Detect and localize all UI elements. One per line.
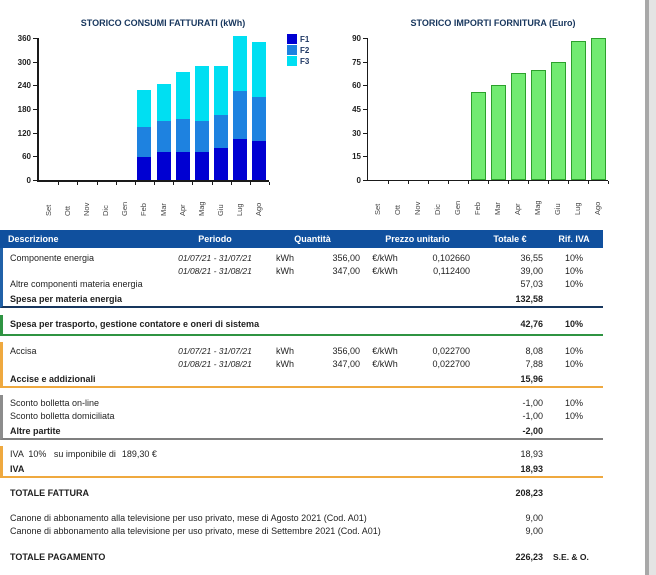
- x-tick-label: Nov: [413, 201, 422, 215]
- table-row: [3, 448, 603, 461]
- y-tick-label: 60: [352, 81, 361, 91]
- table-row: [3, 548, 603, 567]
- section-trasporto: [0, 315, 603, 336]
- cell-unita-misura: kWh: [276, 359, 294, 369]
- y-tick-label: 240: [17, 81, 31, 91]
- bar-segment-f2: [214, 115, 228, 148]
- x-tick-label: Nov: [81, 202, 91, 216]
- cell-descrizione: Canone di abbonamento alla televisione per uso privato, mese di Settembre 2021 (Cod. A01): [10, 526, 381, 536]
- chart-consumi-fatturati: [2, 8, 324, 224]
- x-tick-label: Set: [43, 204, 53, 216]
- x-tick-mark: [488, 181, 489, 184]
- section-altre-partite: [0, 395, 603, 440]
- cell-descrizione: Spesa per trasporto, gestione contatore e oneri di sistema: [10, 319, 260, 329]
- bar: [591, 38, 606, 180]
- y-tick-mark: [33, 38, 37, 39]
- y-tick-mark: [33, 156, 37, 157]
- cell-totale: 9,00: [525, 526, 543, 536]
- x-tick-label: Feb: [473, 202, 482, 215]
- legend-swatch-f2: [287, 45, 297, 55]
- x-tick-label: Giu: [216, 204, 226, 216]
- y-tick-label: 300: [17, 57, 31, 67]
- x-tick-label: Mag: [196, 201, 206, 216]
- bar-segment-f2: [137, 127, 151, 157]
- header-rif-iva: Rif. IVA: [558, 234, 590, 244]
- x-tick-label: Lug: [235, 203, 245, 216]
- bar: [471, 92, 486, 180]
- x-tick-mark: [192, 182, 193, 185]
- table-row: [3, 484, 603, 503]
- table-row: [3, 358, 603, 371]
- x-tick-mark: [97, 182, 98, 185]
- chart-legend: [287, 34, 309, 67]
- cell-totale: 42,76: [520, 319, 543, 329]
- bar: [531, 70, 546, 180]
- legend-label: F2: [300, 45, 310, 55]
- section-iva: [0, 446, 603, 478]
- chart-title-importi: STORICO IMPORTI FORNITURA (Euro): [410, 18, 576, 28]
- y-tick-mark: [33, 109, 37, 110]
- cell-totale: 226,23: [515, 552, 543, 562]
- cell-totale: -1,00: [522, 411, 543, 421]
- x-tick-mark: [212, 182, 213, 185]
- bill-table: [0, 230, 603, 567]
- y-tick-label: 0: [356, 176, 361, 185]
- bar: [511, 73, 526, 180]
- header-totale: Totale €: [493, 234, 527, 244]
- cell-descrizione: IVA: [10, 464, 25, 474]
- table-row: [3, 425, 603, 438]
- cell-prezzo-unitario: 0,022700: [432, 346, 470, 356]
- x-tick-label: Ago: [254, 202, 264, 216]
- x-tick-label: Ott: [62, 205, 72, 216]
- table-row: [3, 397, 603, 410]
- x-tick-label: Apr: [513, 203, 522, 215]
- legend-item: [287, 45, 309, 55]
- y-tick-mark: [363, 156, 367, 157]
- x-tick-label: Ago: [593, 201, 602, 215]
- header-prezzo-unitario: Prezzo unitario: [385, 234, 450, 244]
- bar-segment-f1: [214, 148, 228, 180]
- cell-descrizione: Altre partite: [10, 426, 61, 436]
- bar-segment-f2: [252, 97, 266, 141]
- cell-periodo: 01/07/21 - 31/07/21: [178, 346, 252, 356]
- cell-quantita: 356,00: [332, 253, 360, 263]
- section-accise: [0, 342, 603, 388]
- bar-segment-f3: [233, 36, 247, 91]
- legend-item: [287, 34, 309, 44]
- x-tick-mark: [250, 182, 251, 185]
- table-header-row: [0, 230, 603, 248]
- cell-descrizione: Altre componenti materia energia: [10, 279, 143, 289]
- x-tick-label: Set: [373, 203, 382, 215]
- table-row: [3, 373, 603, 386]
- bar: [551, 62, 566, 180]
- cell-totale: 9,00: [525, 513, 543, 523]
- cell-rif-iva: 10%: [564, 319, 583, 329]
- table-row: [3, 315, 603, 334]
- bar-segment-f3: [137, 90, 151, 127]
- y-tick-label: 0: [26, 176, 31, 185]
- bar-segment-f1: [157, 152, 171, 180]
- header-descrizione: Descrizione: [8, 234, 59, 244]
- y-tick-label: 60: [22, 152, 31, 162]
- y-tick-label: 120: [17, 128, 31, 138]
- cell-note: S.E. & O.: [553, 552, 589, 562]
- table-row: [3, 525, 603, 538]
- cell-descrizione: Accisa: [10, 346, 37, 356]
- table-body: [0, 248, 603, 567]
- cell-totale: 7,88: [525, 359, 543, 369]
- cell-totale: -2,00: [522, 426, 543, 436]
- cell-totale: 18,93: [520, 464, 543, 474]
- cell-prezzo-unitario: 0,022700: [432, 359, 470, 369]
- y-tick-label: 180: [17, 105, 31, 114]
- x-tick-mark: [428, 181, 429, 184]
- y-tick-mark: [363, 85, 367, 86]
- cell-totale: 36,55: [520, 253, 543, 263]
- x-tick-mark: [468, 181, 469, 184]
- x-tick-mark: [116, 182, 117, 185]
- x-tick-label: Ott: [393, 204, 402, 215]
- table-row: [3, 463, 603, 476]
- bar-segment-f1: [195, 152, 209, 180]
- x-tick-label: Mar: [493, 202, 502, 215]
- x-tick-label: Gen: [453, 200, 462, 215]
- legend-label: F1: [300, 34, 310, 44]
- x-tick-label: Apr: [177, 204, 187, 216]
- cell-unita-prezzo: €/kWh: [372, 359, 398, 369]
- y-tick-mark: [363, 62, 367, 63]
- bar: [571, 41, 586, 180]
- y-tick-label: 90: [352, 34, 361, 43]
- bar-segment-f1: [252, 141, 266, 180]
- cell-totale: 57,03: [520, 279, 543, 289]
- cell-quantita: 347,00: [332, 266, 360, 276]
- cell-descrizione: Componente energia: [10, 253, 95, 263]
- window-edge-fill: [649, 0, 656, 575]
- cell-rif-iva: 10%: [564, 253, 583, 263]
- x-tick-mark: [448, 181, 449, 184]
- cell-periodo: 01/08/21 - 31/08/21: [178, 266, 252, 276]
- x-tick-mark: [568, 181, 569, 184]
- y-tick-label: 45: [352, 105, 361, 114]
- x-tick-mark: [548, 181, 549, 184]
- cell-prezzo-unitario: 0,112400: [433, 266, 470, 276]
- cell-descrizione: Sconto bolletta on-line: [10, 398, 100, 408]
- x-tick-mark: [58, 182, 59, 185]
- cell-descrizione: Spesa per materia energia: [10, 294, 123, 304]
- y-tick-mark: [33, 180, 37, 181]
- bar-segment-f3: [195, 66, 209, 120]
- x-tick-mark: [608, 181, 609, 184]
- cell-descrizione: IVA 10% su imponibile di 189,30 €: [10, 449, 157, 459]
- cell-totale: 15,96: [520, 374, 543, 384]
- cell-quantita: 356,00: [332, 346, 360, 356]
- table-row: [3, 512, 603, 525]
- chart-title-consumi: STORICO CONSUMI FATTURATI (kWh): [80, 18, 246, 28]
- section-canone-tv: [0, 512, 603, 538]
- cell-unita-misura: kWh: [276, 266, 294, 276]
- y-tick-mark: [363, 180, 367, 181]
- bar-segment-f3: [252, 42, 266, 97]
- cell-rif-iva: 10%: [564, 346, 583, 356]
- cell-unita-prezzo: €/kWh: [372, 266, 398, 276]
- cell-descrizione: Canone di abbonamento alla televisione per uso privato, mese di Agosto 2021 (Cod. A01): [10, 513, 367, 523]
- legend-item: [287, 56, 309, 66]
- y-tick-mark: [33, 85, 37, 86]
- y-tick-label: 30: [352, 128, 361, 138]
- cell-imponibile: 189,30 €: [121, 449, 157, 459]
- bar: [491, 85, 506, 180]
- x-tick-label: Dic: [101, 205, 111, 216]
- section-materia-energia: [0, 248, 603, 308]
- x-tick-mark: [508, 181, 509, 184]
- x-tick-label: Dic: [433, 204, 442, 215]
- x-tick-label: Gen: [120, 201, 130, 216]
- x-tick-label: Mar: [158, 203, 168, 216]
- x-tick-label: Giu: [553, 203, 562, 215]
- legend-swatch-f3: [287, 56, 297, 66]
- section-totale-pagamento: [0, 548, 603, 567]
- cell-unita-misura: kWh: [276, 253, 294, 263]
- table-row: [3, 265, 603, 278]
- bar-segment-f3: [176, 72, 190, 120]
- table-row: [3, 252, 603, 265]
- cell-rif-iva: 10%: [564, 359, 583, 369]
- cell-totale: 8,08: [525, 346, 543, 356]
- y-tick-label: 15: [352, 152, 361, 162]
- y-tick-label: 75: [352, 57, 361, 67]
- cell-totale: 39,00: [520, 266, 543, 276]
- cell-totale: -1,00: [522, 398, 543, 408]
- x-tick-label: Lug: [573, 202, 582, 215]
- cell-unita-prezzo: €/kWh: [372, 346, 398, 356]
- table-row: [3, 278, 603, 291]
- cell-descrizione: Sconto bolletta domiciliata: [10, 411, 115, 421]
- y-tick-mark: [33, 62, 37, 63]
- y-tick-mark: [363, 109, 367, 110]
- cell-descrizione: TOTALE PAGAMENTO: [10, 552, 106, 562]
- cell-rif-iva: 10%: [564, 266, 583, 276]
- bar-segment-f2: [233, 91, 247, 138]
- bar-segment-f2: [157, 121, 171, 152]
- x-tick-mark: [173, 182, 174, 185]
- y-tick-mark: [363, 38, 367, 39]
- cell-rif-iva: 10%: [564, 411, 583, 421]
- bar-segment-f1: [233, 139, 247, 180]
- x-tick-mark: [528, 181, 529, 184]
- cell-unita-misura: kWh: [276, 346, 294, 356]
- cell-totale: 18,93: [520, 449, 543, 459]
- x-tick-mark: [388, 181, 389, 184]
- x-tick-mark: [588, 181, 589, 184]
- legend-label: F3: [300, 56, 310, 66]
- cell-rif-iva: 10%: [564, 398, 583, 408]
- cell-unita-prezzo: €/kWh: [372, 253, 398, 263]
- x-tick-mark: [154, 182, 155, 185]
- bar-segment-f3: [157, 84, 171, 121]
- cell-totale: 132,58: [515, 294, 543, 304]
- cell-descrizione: TOTALE FATTURA: [10, 488, 89, 498]
- cell-totale: 208,23: [515, 488, 543, 498]
- bar-segment-f2: [176, 119, 190, 151]
- x-tick-label: Feb: [139, 203, 149, 216]
- bar-segment-f2: [195, 121, 209, 152]
- cell-quantita: 347,00: [332, 359, 360, 369]
- cell-rif-iva: 10%: [564, 279, 583, 289]
- header-periodo: Periodo: [198, 234, 232, 244]
- x-tick-label: Mag: [533, 200, 542, 215]
- y-tick-label: 360: [17, 34, 31, 43]
- bar-segment-f1: [137, 157, 151, 180]
- table-row: [3, 410, 603, 423]
- cell-prezzo-unitario: 0,102660: [432, 253, 470, 263]
- legend-swatch-f1: [287, 34, 297, 44]
- bar-segment-f3: [214, 66, 228, 115]
- table-row: [3, 293, 603, 306]
- y-tick-mark: [363, 133, 367, 134]
- x-tick-mark: [269, 182, 270, 185]
- y-tick-mark: [33, 133, 37, 134]
- cell-periodo: 01/08/21 - 31/08/21: [178, 359, 252, 369]
- x-tick-mark: [231, 182, 232, 185]
- cell-descrizione: Accise e addizionali: [10, 374, 96, 384]
- cell-periodo: 01/07/21 - 31/07/21: [178, 253, 252, 263]
- chart-importi-fornitura: [332, 8, 654, 224]
- x-tick-mark: [408, 181, 409, 184]
- bar-segment-f1: [176, 152, 190, 180]
- x-tick-mark: [77, 182, 78, 185]
- section-totale-fattura: [0, 484, 603, 503]
- header-quantita: Quantità: [294, 234, 331, 244]
- table-row: [3, 345, 603, 358]
- x-tick-mark: [135, 182, 136, 185]
